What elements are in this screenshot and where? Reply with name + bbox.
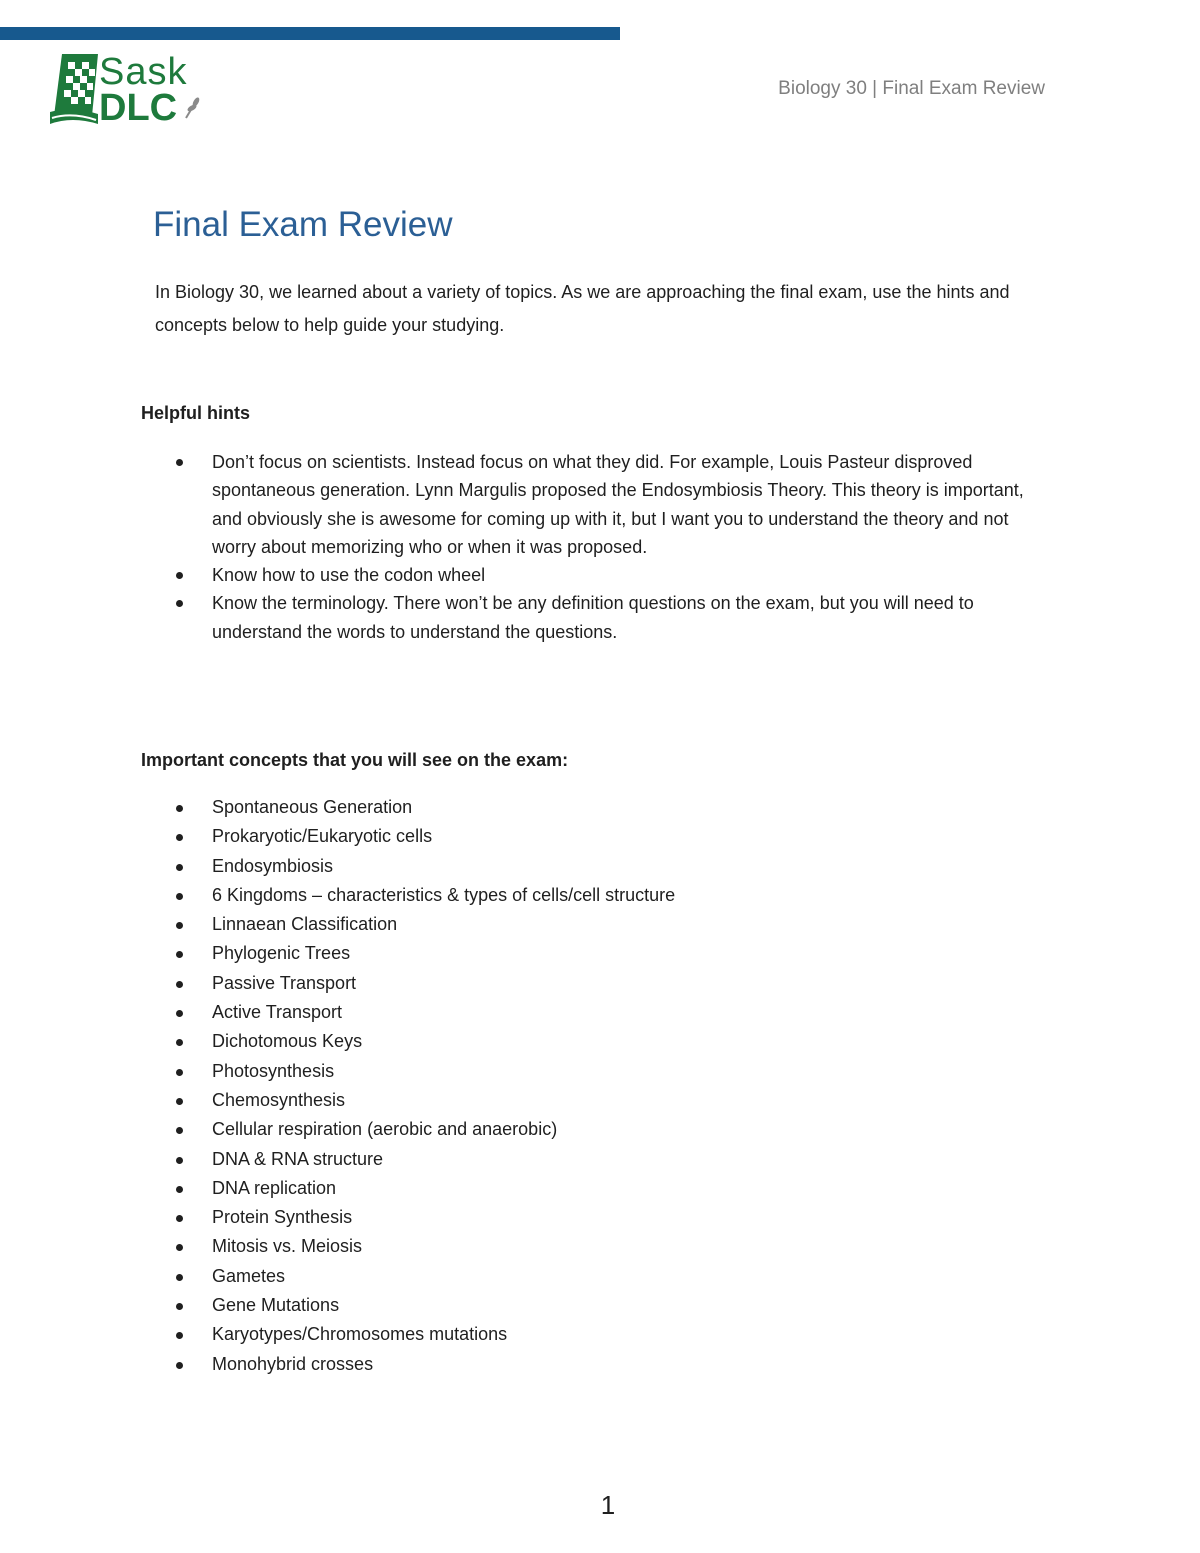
bullet-icon bbox=[176, 981, 183, 988]
page-number: 1 bbox=[600, 1490, 616, 1520]
bullet-icon bbox=[176, 805, 183, 812]
sask-dlc-logo bbox=[48, 52, 208, 132]
wheat-icon bbox=[184, 94, 202, 120]
bullet-icon bbox=[176, 1303, 183, 1310]
concepts-heading: Important concepts that you will see on the exam: bbox=[141, 750, 569, 770]
list-item: Phylogenic Trees bbox=[0, 939, 1052, 968]
concepts-list bbox=[0, 793, 1052, 1379]
header-accent-bar bbox=[0, 27, 620, 40]
bullet-icon bbox=[176, 1215, 183, 1222]
bullet-icon bbox=[176, 1157, 183, 1164]
hints-heading: Helpful hints bbox=[141, 403, 250, 423]
bullet-icon bbox=[176, 893, 183, 900]
list-item: Know the terminology. There won’t be any definition questions on the exam, but you will need to understand the words to understand the questions. bbox=[0, 589, 1052, 646]
bullet-icon bbox=[176, 834, 183, 841]
bullet-icon bbox=[176, 1010, 183, 1017]
list-item: Don’t focus on scientists. Instead focus on what they did. For example, Louis Pasteur disproved spontaneous generation. Lynn Margulis proposed the Endosymbiosis Theory. This theory is important, and obviously she is awesome for coming up with it, but I want you to understand the theory and not worry about memorizing who or when it was proposed. bbox=[0, 448, 1052, 561]
bullet-icon bbox=[176, 1127, 183, 1134]
intro-paragraph: In Biology 30, we learned about a variety of topics. As we are approaching the final exam, use the hints and concepts below to help guide your studying. bbox=[155, 282, 1010, 335]
logo-word-sask: Sask bbox=[99, 51, 188, 93]
list-item: Passive Transport bbox=[0, 969, 1052, 998]
list-item: Prokaryotic/Eukaryotic cells bbox=[0, 822, 1052, 851]
list-item: Karyotypes/Chromosomes mutations bbox=[0, 1320, 1052, 1349]
list-item: Endosymbiosis bbox=[0, 852, 1052, 881]
list-item: Dichotomous Keys bbox=[0, 1027, 1052, 1056]
list-item: Mitosis vs. Meiosis bbox=[0, 1232, 1052, 1261]
bullet-icon bbox=[176, 1244, 183, 1251]
list-item: Monohybrid crosses bbox=[0, 1350, 1052, 1379]
list-item: Photosynthesis bbox=[0, 1057, 1052, 1086]
page-title: Final Exam Review bbox=[153, 205, 453, 244]
list-item: Chemosynthesis bbox=[0, 1086, 1052, 1115]
hints-list bbox=[0, 448, 1052, 646]
bullet-icon bbox=[176, 572, 183, 579]
list-item: Gametes bbox=[0, 1262, 1052, 1291]
list-item: Cellular respiration (aerobic and anaerobic) bbox=[0, 1115, 1052, 1144]
bullet-icon bbox=[176, 1039, 183, 1046]
list-item: DNA & RNA structure bbox=[0, 1145, 1052, 1174]
bullet-icon bbox=[176, 951, 183, 958]
bullet-icon bbox=[176, 1362, 183, 1369]
list-item: Protein Synthesis bbox=[0, 1203, 1052, 1232]
list-item: Linnaean Classification bbox=[0, 910, 1052, 939]
bullet-icon bbox=[176, 1098, 183, 1105]
bullet-icon bbox=[176, 922, 183, 929]
bullet-icon bbox=[176, 1186, 183, 1193]
bullet-icon bbox=[176, 1274, 183, 1281]
bullet-icon bbox=[176, 600, 183, 607]
running-header-title: Biology 30 | Final Exam Review bbox=[778, 78, 1045, 99]
list-item: DNA replication bbox=[0, 1174, 1052, 1203]
list-item: 6 Kingdoms – characteristics & types of cells/cell structure bbox=[0, 881, 1052, 910]
bullet-icon bbox=[176, 1069, 183, 1076]
bullet-icon bbox=[176, 864, 183, 871]
list-item: Know how to use the codon wheel bbox=[0, 561, 1052, 589]
list-item: Spontaneous Generation bbox=[0, 793, 1052, 822]
bullet-icon bbox=[176, 459, 183, 466]
bullet-icon bbox=[176, 1332, 183, 1339]
logo-word-dlc: DLC bbox=[99, 87, 178, 129]
list-item: Active Transport bbox=[0, 998, 1052, 1027]
list-item: Gene Mutations bbox=[0, 1291, 1052, 1320]
logo-book-icon bbox=[48, 52, 104, 132]
